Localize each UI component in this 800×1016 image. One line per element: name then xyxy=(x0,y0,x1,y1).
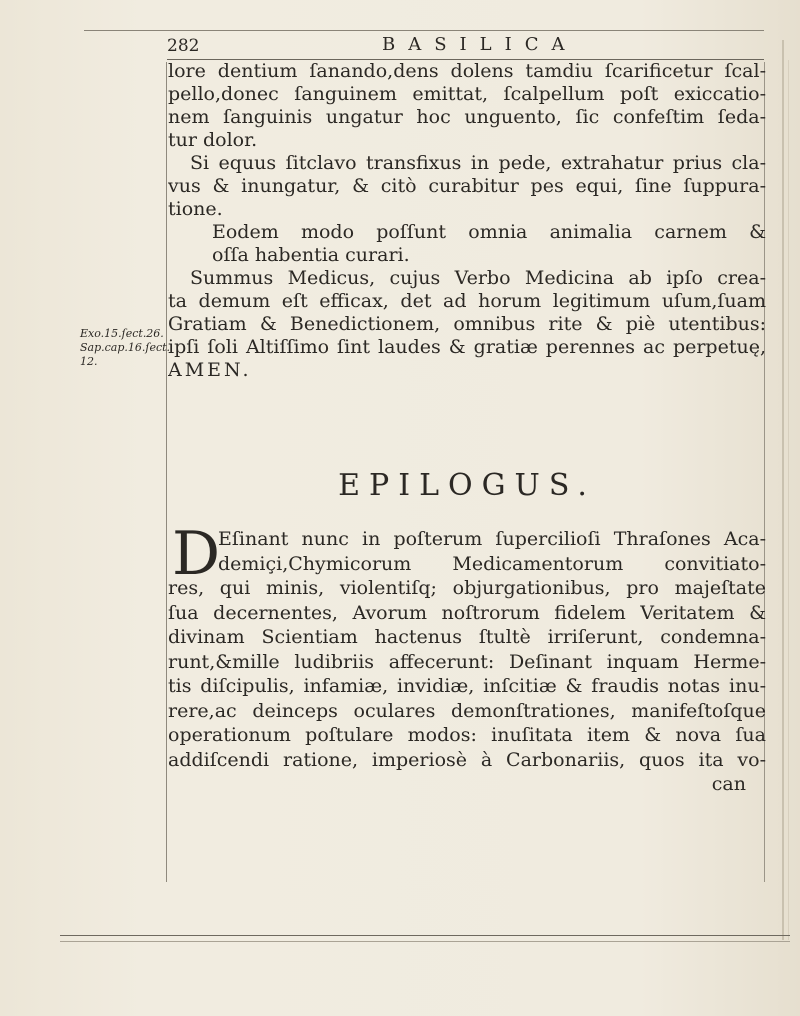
text-line: oſſa habentia curari. xyxy=(212,244,410,266)
margin-note-line: Sap.cap.16.ſect. xyxy=(80,341,171,354)
running-title: BASILICA xyxy=(382,34,578,55)
body-text xyxy=(168,60,766,382)
text-line: tione. xyxy=(168,198,223,220)
text-line: AMEN. xyxy=(168,359,252,381)
text-line: pello,donec ſanguinem emittat, ſcalpellum poſt exiccatio- xyxy=(168,83,766,105)
top-rule xyxy=(84,30,764,31)
margin-note-line: 12. xyxy=(80,355,98,368)
epilogus-text xyxy=(168,527,766,797)
text-line: ipſi ſoli Altiſſimo ſint laudes & gratiæ perennes ac perpetuę, xyxy=(168,336,766,358)
left-frame-line xyxy=(166,62,167,882)
text-line: Eodem modo poſſunt omnia animalia carnem & xyxy=(212,221,766,243)
bottom-rule-secondary xyxy=(60,941,790,942)
text-line: nem ſanguinis ungatur hoc unguento, ſic confeſtim ſeda- xyxy=(168,106,766,128)
page-header xyxy=(167,34,767,58)
text-line: ſua decernentes, Avorum noſtrorum fidelem Veritatem & xyxy=(168,601,766,624)
text-line: divinam Scientiam hactenus ſtultè irriſerunt, condemna- xyxy=(168,626,766,648)
page-edge-inner xyxy=(788,60,789,940)
text-line: rere,ac deinceps oculares demonſtrationes, manifeſtoſque xyxy=(168,699,766,722)
bottom-rule xyxy=(60,935,790,936)
text-line: Gratiam & Benedictionem, omnibus rite & piè utentibus: xyxy=(168,313,766,335)
epilogus-heading: EPILOGUS. xyxy=(338,468,596,503)
text-line: ta demum eſt efficax, det ad horum legitimum uſum,ſuam xyxy=(168,290,766,312)
text-line: tis diſcipulis, infamiæ, invidiæ, inſcitiæ & fraudis notas inu- xyxy=(168,675,766,697)
text-line: tur dolor. xyxy=(168,129,258,151)
text-line: addiſcendi ratione, imperiosè à Carbonariis, quos ita vo- xyxy=(168,748,766,771)
text-line: res, qui minis, violentiſq; objurgationibus, pro majeſtate xyxy=(168,577,766,599)
margin-note xyxy=(80,327,171,369)
page-number: 282 xyxy=(167,36,200,56)
text-line: Si equus ſitclavo transfixus in pede, extrahatur prius cla- xyxy=(190,152,766,174)
page-edge xyxy=(782,40,784,940)
text-line: lore dentium ſanando,dens dolens tamdiu ſcarificetur ſcal- xyxy=(168,60,766,82)
text-line: operationum poſtulare modos: inuſitata item & nova ſua xyxy=(168,724,766,746)
margin-note-line: Exo.15.ſect.26. xyxy=(80,327,164,340)
text-line: runt,&mille ludibriis affecerunt: Deſinant inquam Herme- xyxy=(168,650,766,673)
text-line: Summus Medicus, cujus Verbo Medicina ab ipſo crea- xyxy=(190,267,766,289)
drop-cap: D xyxy=(172,519,221,589)
text-line: demiçi,Chymicorum Medicamentorum convitiato- xyxy=(218,552,766,575)
catchword: can xyxy=(711,773,746,795)
text-line: vus & inungatur, & citò curabitur pes equi, ſine ſuppura- xyxy=(168,175,766,197)
text-line: Eſinant nunc in poſterum ſupercilioſi Thraſones Aca- xyxy=(218,528,766,550)
